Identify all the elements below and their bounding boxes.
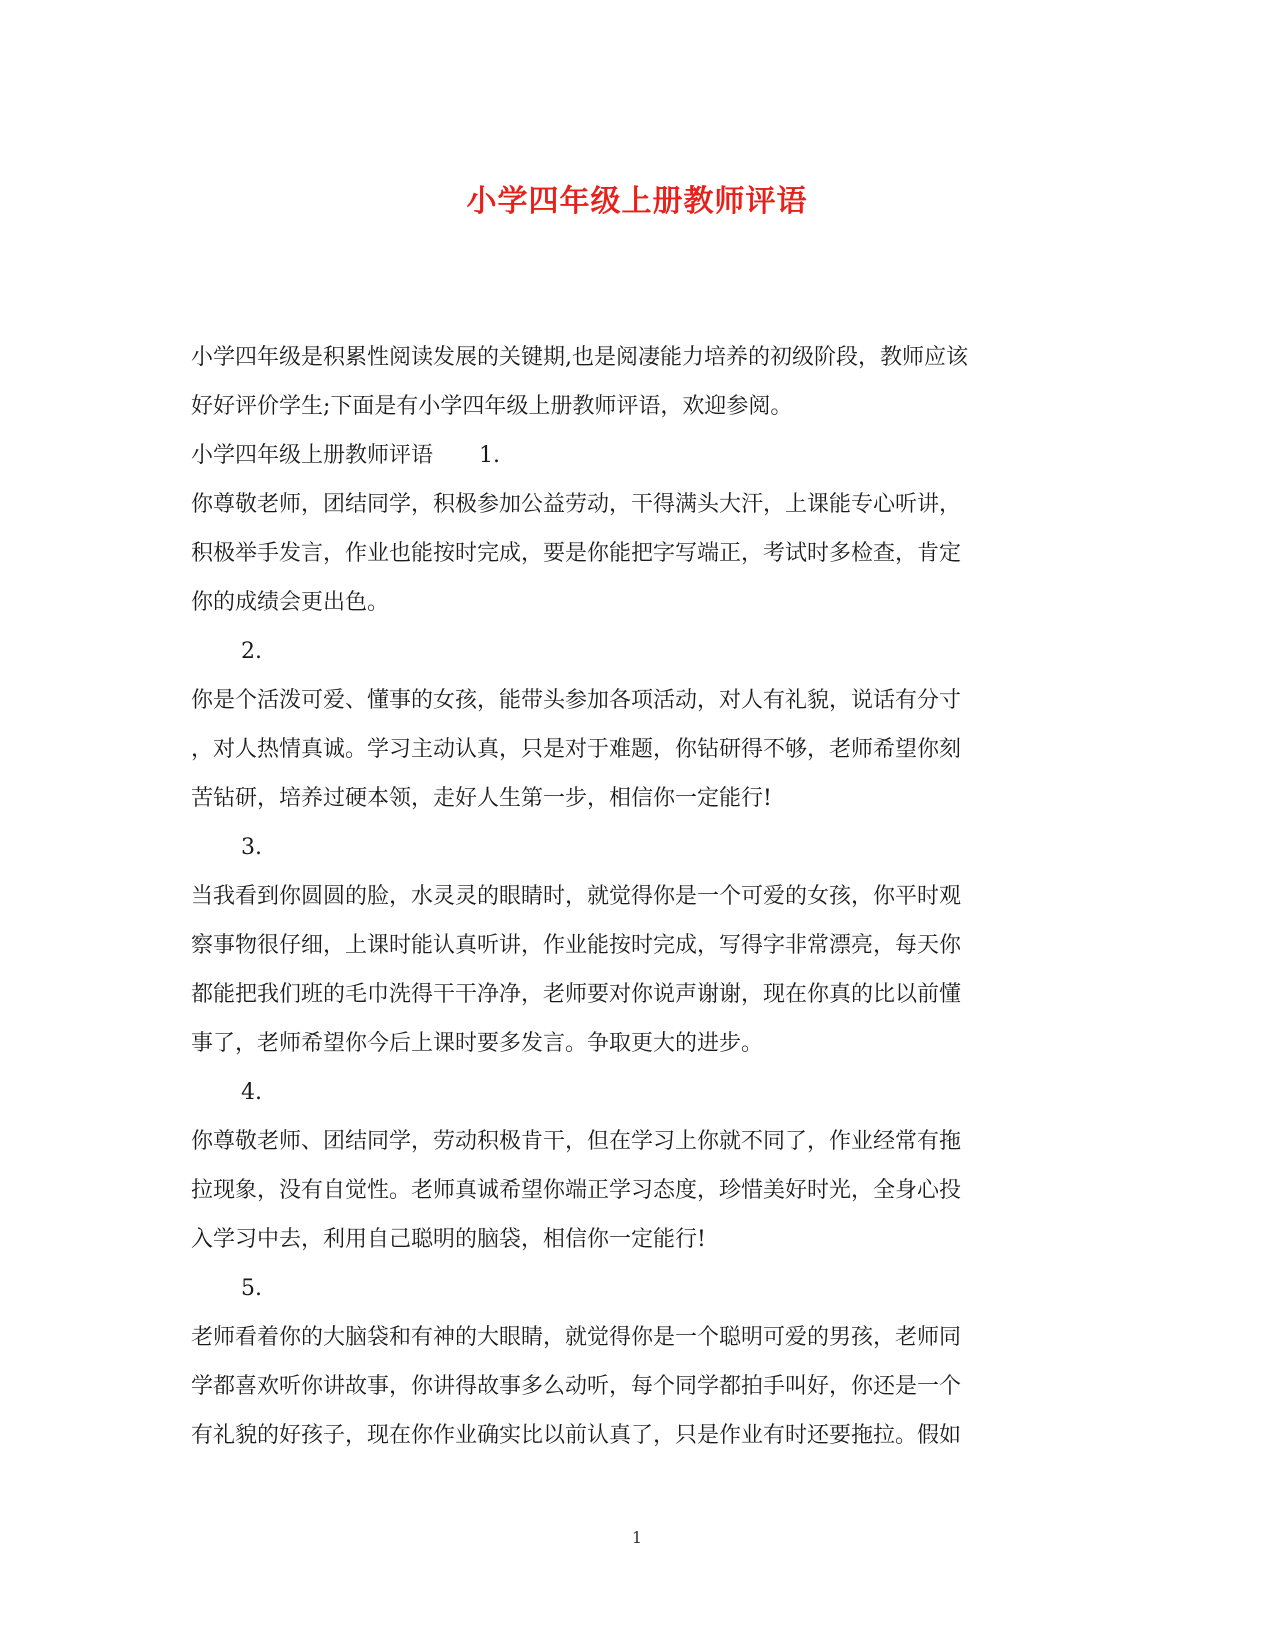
- comment-line: 事了，老师希望你今后上课时要多发言。争取更大的进步。: [191, 1031, 764, 1056]
- section-heading-label: 小学四年级上册教师评语: [191, 443, 434, 468]
- comment-line: 老师看着你的大脑袋和有神的大眼睛，就觉得你是一个聪明可爱的男孩，老师同: [191, 1325, 962, 1350]
- comment-line: 你是个活泼可爱、懂事的女孩，能带头参加各项活动，对人有礼貌，说话有分寸: [191, 688, 962, 713]
- comment-line: 你尊敬老师、团结同学，劳动积极肯干，但在学习上你就不同了，作业经常有拖: [191, 1129, 962, 1154]
- comment-line: 学都喜欢听你讲故事，你讲得故事多么动听，每个同学都拍手叫好，你还是一个: [191, 1374, 962, 1399]
- comment-number: 4.: [241, 1080, 262, 1105]
- comment-line: ，对人热情真诚。学习主动认真，只是对于难题，你钻研得不够，老师希望你刻: [191, 737, 962, 762]
- comment-line: 当我看到你圆圆的脸，水灵灵的眼睛时，就觉得你是一个可爱的女孩，你平时观: [191, 884, 962, 909]
- comment-number: 3.: [241, 835, 262, 860]
- intro-line: 好好评价学生;下面是有小学四年级上册教师评语，欢迎参阅。: [191, 394, 793, 419]
- comment-line: 有礼貌的好孩子，现在你作业确实比以前认真了，只是作业有时还要拖拉。假如: [191, 1423, 962, 1448]
- comment-line: 拉现象，没有自觉性。老师真诚希望你端正学习态度，珍惜美好时光，全身心投: [191, 1178, 962, 1203]
- comment-line: 积极举手发言，作业也能按时完成，要是你能把字写端正，考试时多检查，肯定: [191, 541, 962, 566]
- comment-line: 苦钻研，培养过硬本领，走好人生第一步，相信你一定能行!: [191, 786, 772, 811]
- section-heading: [191, 431, 1091, 480]
- comment-number: 1.: [479, 443, 501, 468]
- comment-number: 2.: [241, 639, 262, 664]
- document-body: [191, 333, 1091, 1460]
- page-number: 1: [631, 1528, 643, 1547]
- comment-line: 都能把我们班的毛巾洗得干干净净，老师要对你说声谢谢，现在你真的比以前懂: [191, 982, 962, 1007]
- document-title: 小学四年级上册教师评语: [466, 184, 808, 219]
- comment-number: 5.: [241, 1276, 262, 1301]
- comment-line: 你尊敬老师，团结同学，积极参加公益劳动，干得满头大汗，上课能专心听讲，: [191, 492, 962, 517]
- comment-line: 入学习中去，利用自己聪明的脑袋，相信你一定能行!: [191, 1227, 706, 1252]
- comment-line: 你的成绩会更出色。: [191, 590, 390, 615]
- comment-line: 察事物很仔细，上课时能认真听讲，作业能按时完成，写得字非常漂亮，每天你: [191, 933, 962, 958]
- intro-line: 小学四年级是积累性阅读发展的关键期,也是阅凄能力培养的初级阶段，教师应该: [191, 345, 968, 370]
